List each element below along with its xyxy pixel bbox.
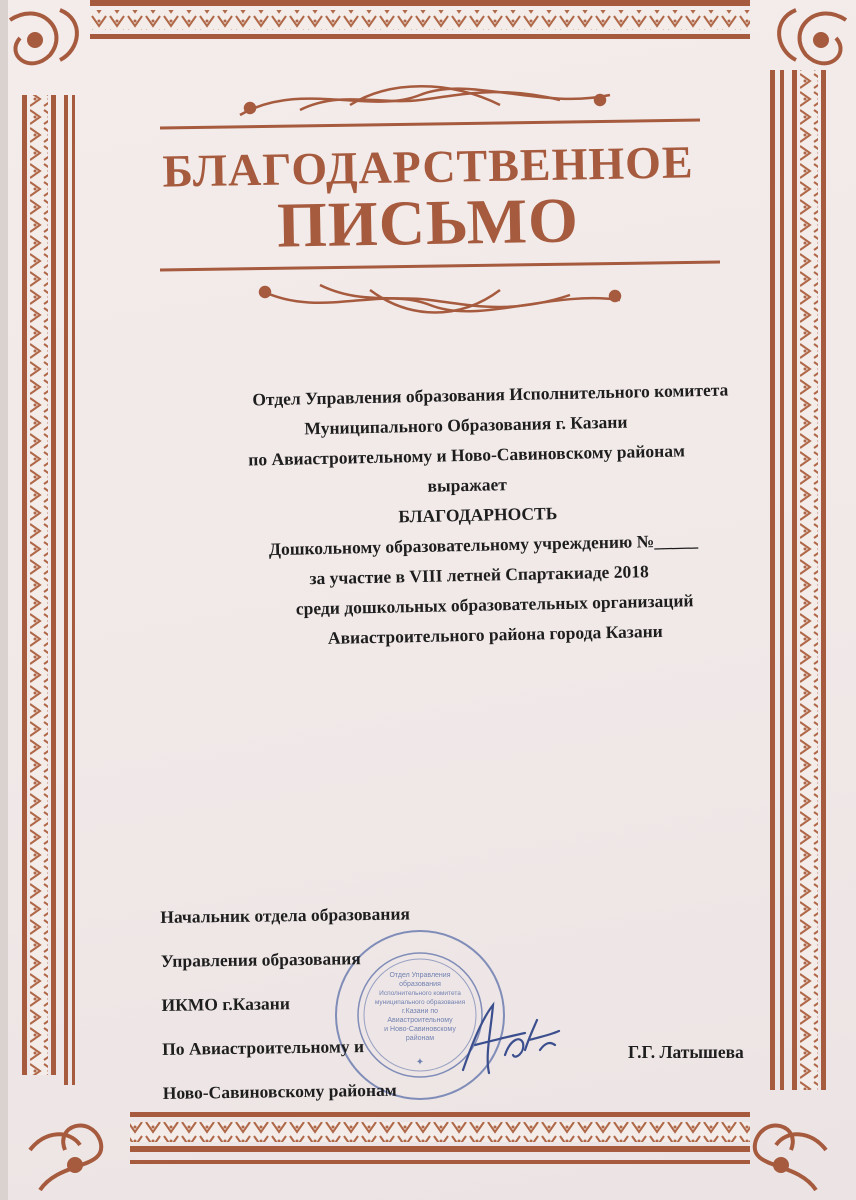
bottom-flourish	[160, 262, 720, 313]
body-line-event: за участие в VIII летней Спартакиаде 2018	[309, 561, 649, 589]
top-flourish	[160, 86, 700, 128]
corner-ornament-top-left	[10, 10, 77, 63]
title-line-2: ПИСЬМО	[276, 184, 580, 261]
corner-ornament-top-right	[779, 10, 846, 63]
stamp-line-8: районам	[405, 1035, 435, 1042]
corner-ornament-bottom-right	[755, 1126, 826, 1190]
body-line-among: среди дошкольных образовательных организаций	[295, 590, 694, 619]
stamp-line-7: и Ново-Савиновскому	[384, 1026, 456, 1033]
signer-title-line-4: По Авиастроительному и	[162, 1036, 365, 1059]
body-line-gratitude: БЛАГОДАРНОСТЬ	[398, 503, 558, 527]
body-line-department: Отдел Управления образования Исполнительного комитета	[252, 379, 729, 410]
handwritten-signature	[455, 995, 565, 1085]
body-line-region: Авиастроительного района города Казани	[327, 620, 663, 648]
letter-body	[155, 374, 781, 657]
stamp-line-3: Исполнительного комитета	[379, 990, 461, 997]
body-line-recipient: Дошкольному образовательному учреждению №_____	[268, 530, 699, 560]
stamp-line-4: муниципального образования	[374, 999, 466, 1006]
body-line-expresses: выражает	[427, 474, 508, 496]
signer-title-line-1: Начальник отдела образования	[160, 903, 411, 927]
signer-name: Г.Г. Латышева	[628, 1042, 744, 1062]
body-line-districts: по Авиастроительному и Ново-Савиновскому районам	[248, 440, 686, 470]
stamp-line-5: г.Казани по	[401, 1008, 439, 1015]
stamp-line-2: образования	[399, 981, 441, 988]
signer-title-line-5: Ново-Савиновскому районам	[162, 1079, 397, 1103]
stamp-line-6: Авиастроительному	[387, 1017, 453, 1024]
top-border	[90, 0, 750, 39]
title-line-1: БЛАГОДАРСТВЕННОЕ	[162, 136, 694, 197]
corner-ornament-bottom-left	[30, 1126, 101, 1190]
bottom-border	[130, 1112, 750, 1164]
signature-block	[160, 892, 413, 1115]
signer-title-line-3: ИКМО г.Казани	[161, 993, 290, 1015]
signer-title-line-2: Управления образования	[160, 948, 361, 971]
stamp-line-1: Отдел Управления	[389, 972, 451, 979]
svg-text:✦: ✦	[415, 1057, 425, 1068]
body-line-municipality: Муниципального Образования г. Казани	[304, 411, 628, 439]
